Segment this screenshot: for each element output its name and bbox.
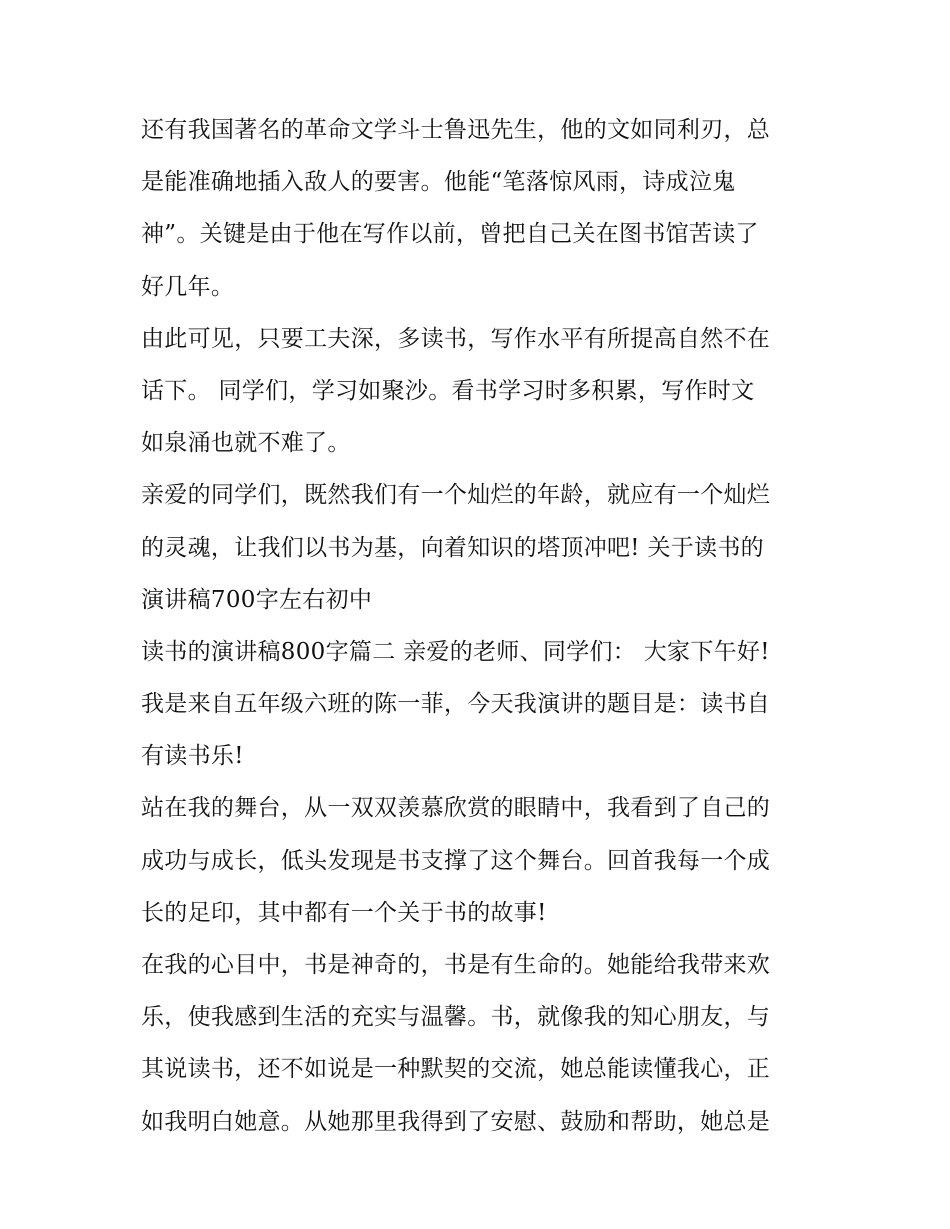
text-line: 乐，使我感到生活的充实与温馨。书，就像我的知心朋友，与: [141, 1004, 771, 1031]
text-line: 长的足印，其中都有一个关于书的故事!: [141, 899, 547, 926]
text-line: 话下。 同学们，学习如聚沙。看书学习时多积累，写作时文: [141, 377, 755, 404]
text-line: 读书的演讲稿800字篇二 亲爱的老师、同学们： 大家下午好!: [141, 638, 770, 665]
text-line: 如泉涌也就不难了。: [141, 430, 351, 457]
text-line: 如我明白她意。从她那里我得到了安慰、鼓励和帮助，她总是: [141, 1108, 771, 1135]
text-line: 的灵魂，让我们以书为基，向着知识的塔顶冲吧! 关于读书的: [141, 534, 764, 561]
document-body: [141, 104, 821, 1148]
text-line: 演讲稿700字左右初中: [141, 586, 373, 613]
text-line: 我是来自五年级六班的陈一菲，今天我演讲的题目是：读书自: [141, 691, 771, 718]
text-line: 还有我国著名的革命文学斗士鲁迅先生，他的文如同利刃，总: [141, 117, 771, 143]
text-line: 成功与成长，低头发现是书支撑了这个舞台。回首我每一个成: [141, 847, 771, 874]
text-line: 有读书乐!: [141, 743, 244, 770]
text-line: 由此可见，只要工夫深，多读书，写作水平有所提高自然不在: [141, 325, 771, 352]
text-line: 亲爱的同学们，既然我们有一个灿烂的年龄，就应有一个灿烂: [141, 482, 771, 509]
text-line: 其说读书，还不如说是一种默契的交流，她总能读懂我心，正: [141, 1056, 771, 1083]
text-line: 神”。关键是由于他在写作以前，曾把自己关在图书馆苦读了: [141, 221, 759, 248]
text-line: 好几年。: [141, 273, 235, 300]
text-line: 在我的心目中，书是神奇的，书是有生命的。她能给我带来欢: [141, 952, 771, 978]
text-line: 站在我的舞台，从一双双羡慕欣赏的眼睛中，我看到了自己的: [141, 795, 771, 822]
text-line: 是能准确地插入敌人的要害。他能“笔落惊风雨，诗成泣鬼: [141, 169, 736, 196]
